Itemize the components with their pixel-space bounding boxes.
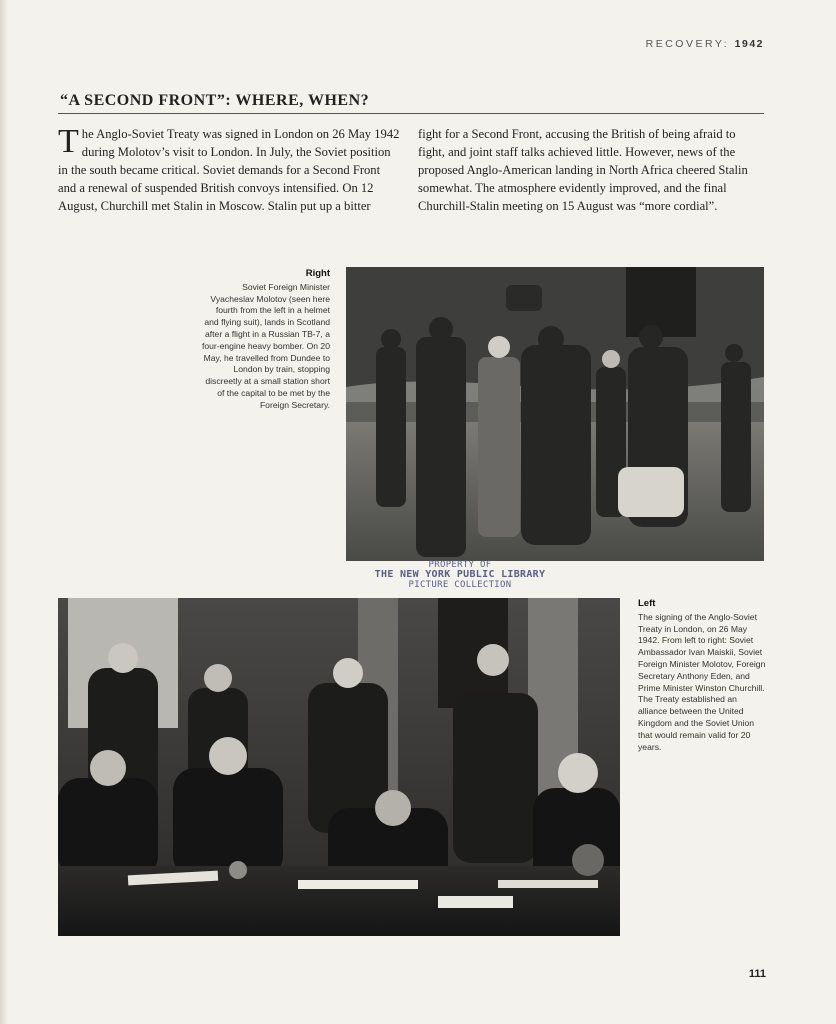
section-title: “A SECOND FRONT”: WHERE, WHEN?: [60, 92, 370, 109]
caption-left-heading: Left: [638, 598, 656, 609]
body-column-right: [418, 125, 764, 215]
stamp-line-2: THE NEW YORK PUBLIC LIBRARY: [374, 569, 546, 580]
caption-right: [200, 268, 330, 412]
photo-treaty-signing-image: [58, 598, 620, 936]
page-number: 111: [748, 968, 766, 980]
page-edge: [0, 0, 8, 1024]
stamp-line-1: PROPERTY OF: [428, 560, 492, 570]
title-rule: [58, 113, 764, 114]
drop-cap: T: [58, 123, 79, 160]
body-text-right: fight for a Second Front, accusing the British of being afraid to fight, and joint staff talks achieved little. However, news of the proposed Anglo-American landing in North Africa cheered Stalin somewhat. The atmosphere evidently improved, and the final Churchill-Stalin meeting on 15 August was “more cordial”.: [418, 127, 748, 213]
photo-molotov-arrival: [346, 267, 764, 561]
caption-right-text: Soviet Foreign Minister Vyacheslav Molotov (seen here fourth from the left in a helmet and flying suit), lands in Scotland after a flight in a Russian TB-7, a four-engine heavy bomber. On 20 May, he travelled from Dundee to London by train, stopping discreetly at a small station short of the capital to be met by the Foreign Secretary.: [201, 281, 330, 410]
running-head-year: 1942: [734, 38, 764, 50]
stamp-line-3: PICTURE COLLECTION: [408, 580, 512, 590]
caption-right-heading: Right: [305, 268, 330, 279]
body-text-left: he Anglo-Soviet Treaty was signed in London on 26 May 1942 during Molotov’s visit to London. In July, the Soviet position in the south became critical. Soviet demands for a Second Front and a renewal of suspended British convoys intensified. On 12 August, Churchill met Stalin in Moscow. Stalin put up a bitter: [58, 127, 400, 213]
library-stamp: [370, 560, 550, 590]
caption-left-text: The signing of the Anglo-Soviet Treaty in London, on 26 May 1942. From left to right: Soviet Ambassador Ivan Maiskii, Soviet Foreign Minister Molotov, Foreign Secretary Anthony Eden, and Prime Minister Winston Churchill. The Treaty established an alliance between the United Kingdom and the Soviet Union that would remain valid for 20 years.: [638, 611, 766, 752]
body-column-left: [58, 125, 400, 215]
photo-molotov-arrival-image: [346, 267, 764, 561]
running-head-section: RECOVERY:: [645, 38, 730, 50]
running-head: [646, 38, 764, 50]
caption-left: [638, 598, 768, 753]
photo-treaty-signing: [58, 598, 620, 936]
